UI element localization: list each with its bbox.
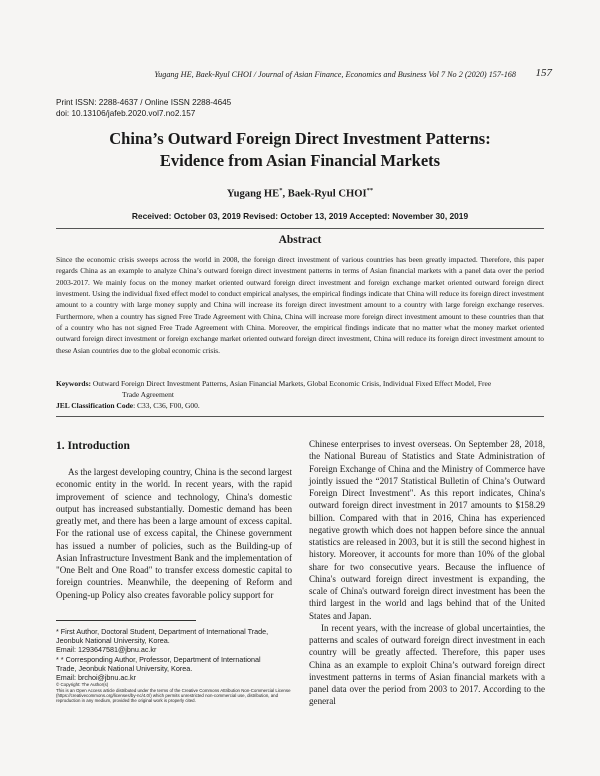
section-heading-introduction: 1. Introduction (56, 440, 130, 452)
title-line-1: China’s Outward Foreign Direct Investment Patterns: (109, 129, 491, 148)
title-line-2: Evidence from Asian Financial Markets (159, 151, 441, 170)
footnote-2-line-1: * * Corresponding Author, Professor, Department of International (56, 654, 261, 664)
right-column (309, 438, 545, 708)
footnote-1-line-1: * First Author, Doctoral Student, Department of International Trade, (56, 627, 269, 636)
divider-bottom (56, 416, 544, 417)
received-dates: Received: October 03, 2019 Revised: October 13, 2019 Accepted: November 30, 2019 (131, 211, 469, 221)
running-head (56, 67, 552, 81)
keywords-line-2: Trade Agreement (122, 389, 175, 399)
author-separator: , (282, 188, 288, 200)
author-1: Yugang HE (226, 188, 280, 200)
jel-label: JEL Classification Code (56, 401, 134, 410)
footnote-1-email: Email: 1293647581@jbnu.ac.kr (56, 645, 157, 655)
footnote-2-email: Email: brchoi@jbnu.ac.kr (56, 673, 136, 683)
footnote-divider (56, 620, 196, 621)
running-head-text: Yugang HE, Baek-Ryul CHOI / Journal of Asian Finance, Economics and Business Vol 7 No 2 (2020) 157-168 (154, 70, 516, 79)
intro-paragraph-3: In recent years, with the increase of global uncertainties, the patterns and scales of outward foreign direct investment in each country will be greatly affected. Therefore, this paper uses China as an example to exploit China’s outward foreign direct investment patterns in terms of Asian financial markets with a panel data over the period from 2003 to 2017. According to the general (309, 622, 545, 707)
abstract-text: Since the economic crisis sweeps across the world in 2008, the foreign direct investment of various countries has been greatly impacted. Therefore, this paper regards China as an example to analyze China’s outward foreign direct investment patterns in terms of Asian financial markets with a panel data over the period 2003-2017. We mainly focus on the money market oriented outward foreign direct investment and foreign exchange market oriented outward foreign direct investment. Using the individual fixed effect model to conduct empirical analyses, the empirical findings indicate that China will reduce its foreign direct investment amount to a country with large money supply and China will increase its foreign direct investment amount to a country with large foreign exchange reserves. Furthermore, when a country has signed Free Trade Agreement with China, China will increase more foreign direct investment amount to these countries than that of a country who has not signed Free Trade Agreement with China. Moreover, the empirical findings indicate that no matter what the money market oriented outward foreign direct investment or foreign exchange market oriented outward foreign direct investment, China will reduce its foreign direct investment amount to these Asian countries due to the global economic crisis. (56, 255, 544, 355)
keywords-line-1: Outward Foreign Direct Investment Patterns, Asian Financial Markets, Global Economic Crisis, Individual Fixed Effect Model, Free (92, 379, 492, 388)
issn-block (56, 97, 231, 119)
author-1-mark: * (279, 187, 283, 194)
copyright-line: © Copyright: The Author(s) (56, 682, 109, 688)
abstract-heading: Abstract (278, 234, 322, 246)
divider-top (56, 228, 544, 229)
author-list (0, 187, 600, 200)
footnotes (56, 627, 292, 704)
issn-line: Print ISSN: 2288-4637 / Online ISSN 2288-4645 (56, 98, 232, 107)
jel-value: : C33, C36, F00, G00. (133, 401, 200, 410)
footnote-2-line-2: Trade, Jeonbuk National University, Korea. (56, 663, 193, 673)
paper-title (40, 128, 560, 172)
doi-line: doi: 10.13106/jafeb.2020.vol7.no2.157 (56, 109, 196, 118)
left-column (56, 440, 292, 601)
author-2: Baek-Ryul CHOI (287, 188, 367, 200)
jel-classification (56, 401, 544, 412)
abstract-body (56, 254, 544, 356)
keywords (56, 379, 544, 400)
author-2-mark: ** (366, 187, 374, 194)
intro-paragraph-2: Chinese enterprises to invest overseas. On September 28, 2018, the National Bureau of Statistics and State Administration of Foreign Exchange of China and the Ministry of Commerce have jointly issued the “2017 Statistical Bulletin of China’s Outward Foreign Direct Investment". As this report indicates, China's outward foreign direct investment in 2017 amounts to $158.29 billion. Compared with that in 2016, China has experienced negative growth which does not happen before since the annual statistics are released in 2003, but it is still the second highest in history. Moreover, it accounts for more than 10% of the global share for two consecutive years. Because the influence of China's outward foreign direct investment is expanding, the scale of China's outward foreign direct investment has been the third largest in the world and lags behind that of the United States and Japan. (309, 439, 545, 621)
license-text: This is an Open Access article distributed under the terms of the Creative Commons Attribution Non-Commercial License (https://creativecommons.org/licenses/by-nc/4.0/) which permits unrestricted non-commercial use, distribution, and reproduction in any medium, provided the original work is properly cited. (56, 687, 291, 704)
page-number: 157 (535, 67, 552, 79)
keywords-label: Keywords: (56, 379, 93, 388)
footnote-1-line-2: Jeonbuk National University, Korea. (56, 636, 170, 646)
intro-paragraph-1: As the largest developing country, China is the second largest economic entity in the world. In recent years, with the rapid improvement of science and technology, China's domestic output has increased substantially. Domestic demand has been greatly met, and there has been a large amount of excess capital. For the rational use of excess capital, the Chinese government has issued a number of policies, such as the Building-up of Asian Infrastructure Investment Bank and the implementation of "One Belt and One Road" to transfer excess domestic capital to foreign countries. Meanwhile, the deepening of Reform and Opening-up Policy also creates favorable policy support for (56, 467, 292, 600)
